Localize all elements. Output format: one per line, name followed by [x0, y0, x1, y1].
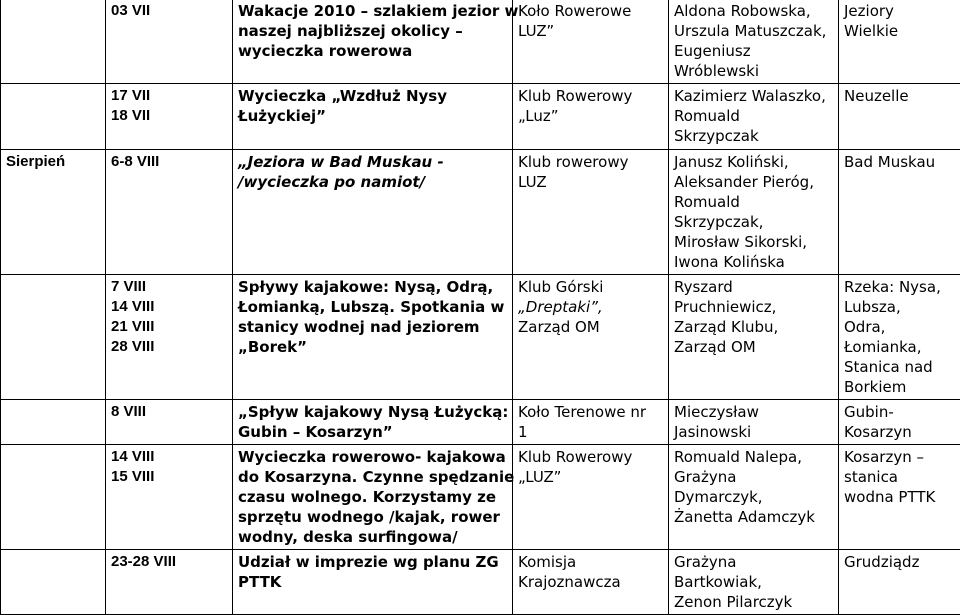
place-line: Borkiem	[844, 377, 956, 397]
people-line: Jasinowski	[674, 422, 834, 442]
month-cell	[1, 84, 106, 150]
table-row	[1, 275, 960, 400]
people-line: Ryszard	[674, 277, 834, 297]
event-title-line: /wycieczka po namiot/	[238, 172, 508, 192]
organizer-line: „Luz”	[518, 106, 664, 126]
event-title-cell	[233, 0, 513, 84]
place-line: Gubin-	[844, 402, 956, 422]
organizer-cell	[513, 84, 669, 150]
organizer-cell	[513, 400, 669, 445]
organizer-line: Klub Górski	[518, 277, 664, 297]
place-line: Jeziory	[844, 1, 956, 21]
table-row	[1, 0, 960, 84]
people-line: Kazimierz Walaszko,	[674, 86, 834, 106]
organizer-line: 1	[518, 422, 664, 442]
organizer-line: Klub rowerowy	[518, 152, 664, 172]
people-line: Romuald Nalepa,	[674, 447, 834, 467]
people-cell	[669, 400, 839, 445]
event-title-line: „Spływ kajakowy Nysą Łużycką:	[238, 402, 508, 422]
table-row	[1, 84, 960, 150]
people-line: Zarząd OM	[674, 337, 834, 357]
event-title-line: Wycieczka „Wzdłuż Nysy	[238, 86, 508, 106]
date-cell	[106, 84, 233, 150]
table-row	[1, 150, 960, 275]
people-line: Wróblewski	[674, 61, 834, 81]
date-line: 15 VIII	[111, 467, 228, 487]
event-title-cell	[233, 445, 513, 550]
event-title-line: stanicy wodnej nad jeziorem	[238, 317, 508, 337]
event-title-line: Wycieczka rowerowo- kajakowa	[238, 447, 508, 467]
date-cell	[106, 445, 233, 550]
event-title-line: Wakacje 2010 – szlakiem jezior w	[238, 1, 508, 21]
organizer-line: Zarząd OM	[518, 317, 664, 337]
people-line: Aldona Robowska,	[674, 1, 834, 21]
people-line: Żanetta Adamczyk	[674, 507, 834, 527]
event-title-line: Udział w imprezie wg planu ZG	[238, 552, 508, 572]
people-cell	[669, 84, 839, 150]
month-cell	[1, 0, 106, 84]
event-title-line: „Borek”	[238, 337, 508, 357]
people-line: Urszula Matuszczak,	[674, 21, 834, 41]
date-line: 7 VIII	[111, 277, 228, 297]
place-line: Grudziądz	[844, 552, 956, 572]
place-line: Łomianka,	[844, 337, 956, 357]
people-line: Eugeniusz	[674, 41, 834, 61]
month-cell	[1, 445, 106, 550]
organizer-line: LUZ”	[518, 21, 664, 41]
event-title-line: Łomianką, Lubszą. Spotkania w	[238, 297, 508, 317]
event-title-line: sprzętu wodnego /kajak, rower	[238, 507, 508, 527]
date-line: 17 VII	[111, 86, 228, 106]
event-title-cell	[233, 150, 513, 275]
event-title-cell	[233, 84, 513, 150]
place-line: Wielkie	[844, 21, 956, 41]
event-title-line: Gubin – Kosarzyn”	[238, 422, 508, 442]
people-line: Mieczysław	[674, 402, 834, 422]
date-line: 14 VIII	[111, 297, 228, 317]
event-title-line: wodny, deska surfingowa/	[238, 527, 508, 547]
people-line: Janusz Koliński,	[674, 152, 834, 172]
people-line: Aleksander Pieróg,	[674, 172, 834, 192]
date-line: 28 VIII	[111, 337, 228, 357]
people-line: Dymarczyk,	[674, 487, 834, 507]
organizer-line: „LUZ”	[518, 467, 664, 487]
place-line: Bad Muskau	[844, 152, 956, 172]
people-cell	[669, 275, 839, 400]
event-title-line: Łużyckiej”	[238, 106, 508, 126]
place-cell	[839, 550, 960, 615]
date-cell	[106, 0, 233, 84]
place-cell	[839, 445, 960, 550]
place-line: Kosarzyn	[844, 422, 956, 442]
month-cell	[1, 275, 106, 400]
people-line: Zarząd Klubu,	[674, 317, 834, 337]
event-title-cell	[233, 275, 513, 400]
month-cell	[1, 550, 106, 615]
date-cell	[106, 275, 233, 400]
table-row	[1, 550, 960, 615]
place-line: Stanica nad	[844, 357, 956, 377]
people-cell	[669, 0, 839, 84]
schedule-body	[1, 0, 960, 615]
place-cell	[839, 400, 960, 445]
people-line: Skrzypczak	[674, 126, 834, 146]
table-row	[1, 445, 960, 550]
people-line: Romuald	[674, 106, 834, 126]
event-title-cell	[233, 400, 513, 445]
organizer-line: „Dreptaki”,	[518, 297, 664, 317]
people-cell	[669, 150, 839, 275]
place-line: wodna PTTK	[844, 487, 956, 507]
organizer-cell	[513, 445, 669, 550]
people-line: Grażyna	[674, 552, 834, 572]
event-title-line: Spływy kajakowe: Nysą, Odrą,	[238, 277, 508, 297]
month-cell	[1, 400, 106, 445]
organizer-line: Koło Terenowe nr	[518, 402, 664, 422]
event-title-cell	[233, 550, 513, 615]
organizer-line: Klub Rowerowy	[518, 447, 664, 467]
people-line: Pruchniewicz,	[674, 297, 834, 317]
date-cell	[106, 550, 233, 615]
place-line: Rzeka: Nysa,	[844, 277, 956, 297]
organizer-line: Koło Rowerowe	[518, 1, 664, 21]
place-line: Odra,	[844, 317, 956, 337]
organizer-line: LUZ	[518, 172, 664, 192]
organizer-cell	[513, 275, 669, 400]
date-line: 03 VII	[111, 1, 228, 21]
people-line: Romuald	[674, 192, 834, 212]
date-line: 23-28 VIII	[111, 552, 228, 572]
people-cell	[669, 550, 839, 615]
date-line: 14 VIII	[111, 447, 228, 467]
people-line: Grażyna	[674, 467, 834, 487]
month-cell	[1, 150, 106, 275]
date-line: 18 VII	[111, 106, 228, 126]
people-line: Zenon Pilarczyk	[674, 592, 834, 612]
place-cell	[839, 275, 960, 400]
month-line: Sierpień	[6, 152, 101, 172]
place-cell	[839, 0, 960, 84]
place-cell	[839, 84, 960, 150]
people-cell	[669, 445, 839, 550]
people-line: Iwona Kolińska	[674, 252, 834, 272]
organizer-cell	[513, 150, 669, 275]
organizer-line: Klub Rowerowy	[518, 86, 664, 106]
event-title-line: „Jeziora w Bad Muskau -	[238, 152, 508, 172]
date-cell	[106, 150, 233, 275]
event-title-line: do Kosarzyna. Czynne spędzanie	[238, 467, 508, 487]
table-row	[1, 400, 960, 445]
organizer-cell	[513, 0, 669, 84]
date-line: 6-8 VIII	[111, 152, 228, 172]
place-cell	[839, 150, 960, 275]
event-title-line: naszej najbliższej okolicy –	[238, 21, 508, 41]
place-line: stanica	[844, 467, 956, 487]
date-line: 21 VIII	[111, 317, 228, 337]
date-line: 8 VIII	[111, 402, 228, 422]
organizer-line: Komisja	[518, 552, 664, 572]
people-line: Skrzypczak,	[674, 212, 834, 232]
event-title-line: czasu wolnego. Korzystamy ze	[238, 487, 508, 507]
place-line: Neuzelle	[844, 86, 956, 106]
organizer-line: Krajoznawcza	[518, 572, 664, 592]
event-title-line: PTTK	[238, 572, 508, 592]
date-cell	[106, 400, 233, 445]
people-line: Bartkowiak,	[674, 572, 834, 592]
place-line: Kosarzyn –	[844, 447, 956, 467]
people-line: Mirosław Sikorski,	[674, 232, 834, 252]
place-line: Lubsza,	[844, 297, 956, 317]
event-title-line: wycieczka rowerowa	[238, 41, 508, 61]
organizer-cell	[513, 550, 669, 615]
